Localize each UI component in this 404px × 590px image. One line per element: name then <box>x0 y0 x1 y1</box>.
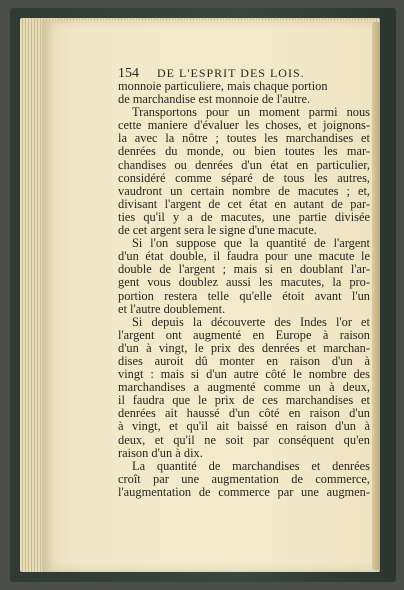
text-line: marchandises a augmenté comme un à deux, <box>118 380 370 395</box>
text-line: il faudra que le prix de ces marchandises et <box>118 393 370 408</box>
running-title: DE L'ESPRIT DES LOIS. <box>157 66 305 80</box>
page-number: 154 <box>118 66 139 81</box>
text-line: gent vous doublez aussi les macutes, la pro- <box>118 275 370 290</box>
text-line: et l'autre doublement. <box>118 301 226 316</box>
body-text <box>118 80 370 499</box>
text-line: d'un à vingt, le prix des denrées et marchan- <box>118 340 370 355</box>
text-line: l'augmentation de commerce par une augmen- <box>118 484 370 499</box>
text-line: vaudront un certain nombre de macutes ; et, <box>118 183 370 198</box>
text-line: dises auroit dû monter en raison d'un à <box>118 353 370 368</box>
text-line: double de l'argent ; mais si en doublant l'ar- <box>118 262 370 277</box>
text-line: Transportons pour un moment parmi nous <box>132 105 370 120</box>
text-line: croît par une augmentation de commerce, <box>118 471 370 486</box>
text-line: considéré comme séparé de tous les autres, <box>118 170 370 185</box>
text-line: Si l'on suppose que la quantité de l'argent <box>132 236 370 251</box>
page-right-edge <box>372 22 380 570</box>
text-line: monnoie particuliere, mais chaque portion <box>118 79 328 93</box>
text-line: La quantité de marchandises et denrées <box>132 458 370 473</box>
text-line: chandises ou denrées d'un état en particulier, <box>118 157 370 172</box>
text-line: ties qu'il y a de macutes, une partie divisée <box>118 209 370 224</box>
text-line: raison d'un à dix. <box>118 445 203 460</box>
text-line: portion restera telle qu'elle étoit avant l'un <box>118 288 370 303</box>
text-line: cette maniere d'évaluer les choses, et joignons- <box>118 118 370 133</box>
text-line: deux, et qu'il ne soit par conséquent qu'en <box>118 432 370 447</box>
text-line: vingt : mais si d'un autre côté le nombre des <box>118 367 370 382</box>
text-line: de marchandise est monnoie de l'autre. <box>118 92 311 107</box>
text-line: à vingt, et qu'il ait baissé en raison d'un à <box>118 419 370 434</box>
text-line: denrées ait haussé d'un côté en raison d'un <box>118 406 370 421</box>
text-line: la avec la nôtre ; toutes les marchandises et <box>118 131 370 146</box>
text-line: denrées du monde, ou bien toutes les mar- <box>118 144 370 159</box>
text-line: de cet argent sera le signe d'une macute. <box>118 223 317 238</box>
text-line: l'argent ont augmenté en Europe à raison <box>118 327 370 342</box>
text-line: d'un état double, il faudra pour une macute le <box>118 249 370 264</box>
text-line: divisant l'argent de cet état en autant de par- <box>118 196 370 211</box>
text-line: Si depuis la découverte des Indes l'or et <box>132 314 370 329</box>
